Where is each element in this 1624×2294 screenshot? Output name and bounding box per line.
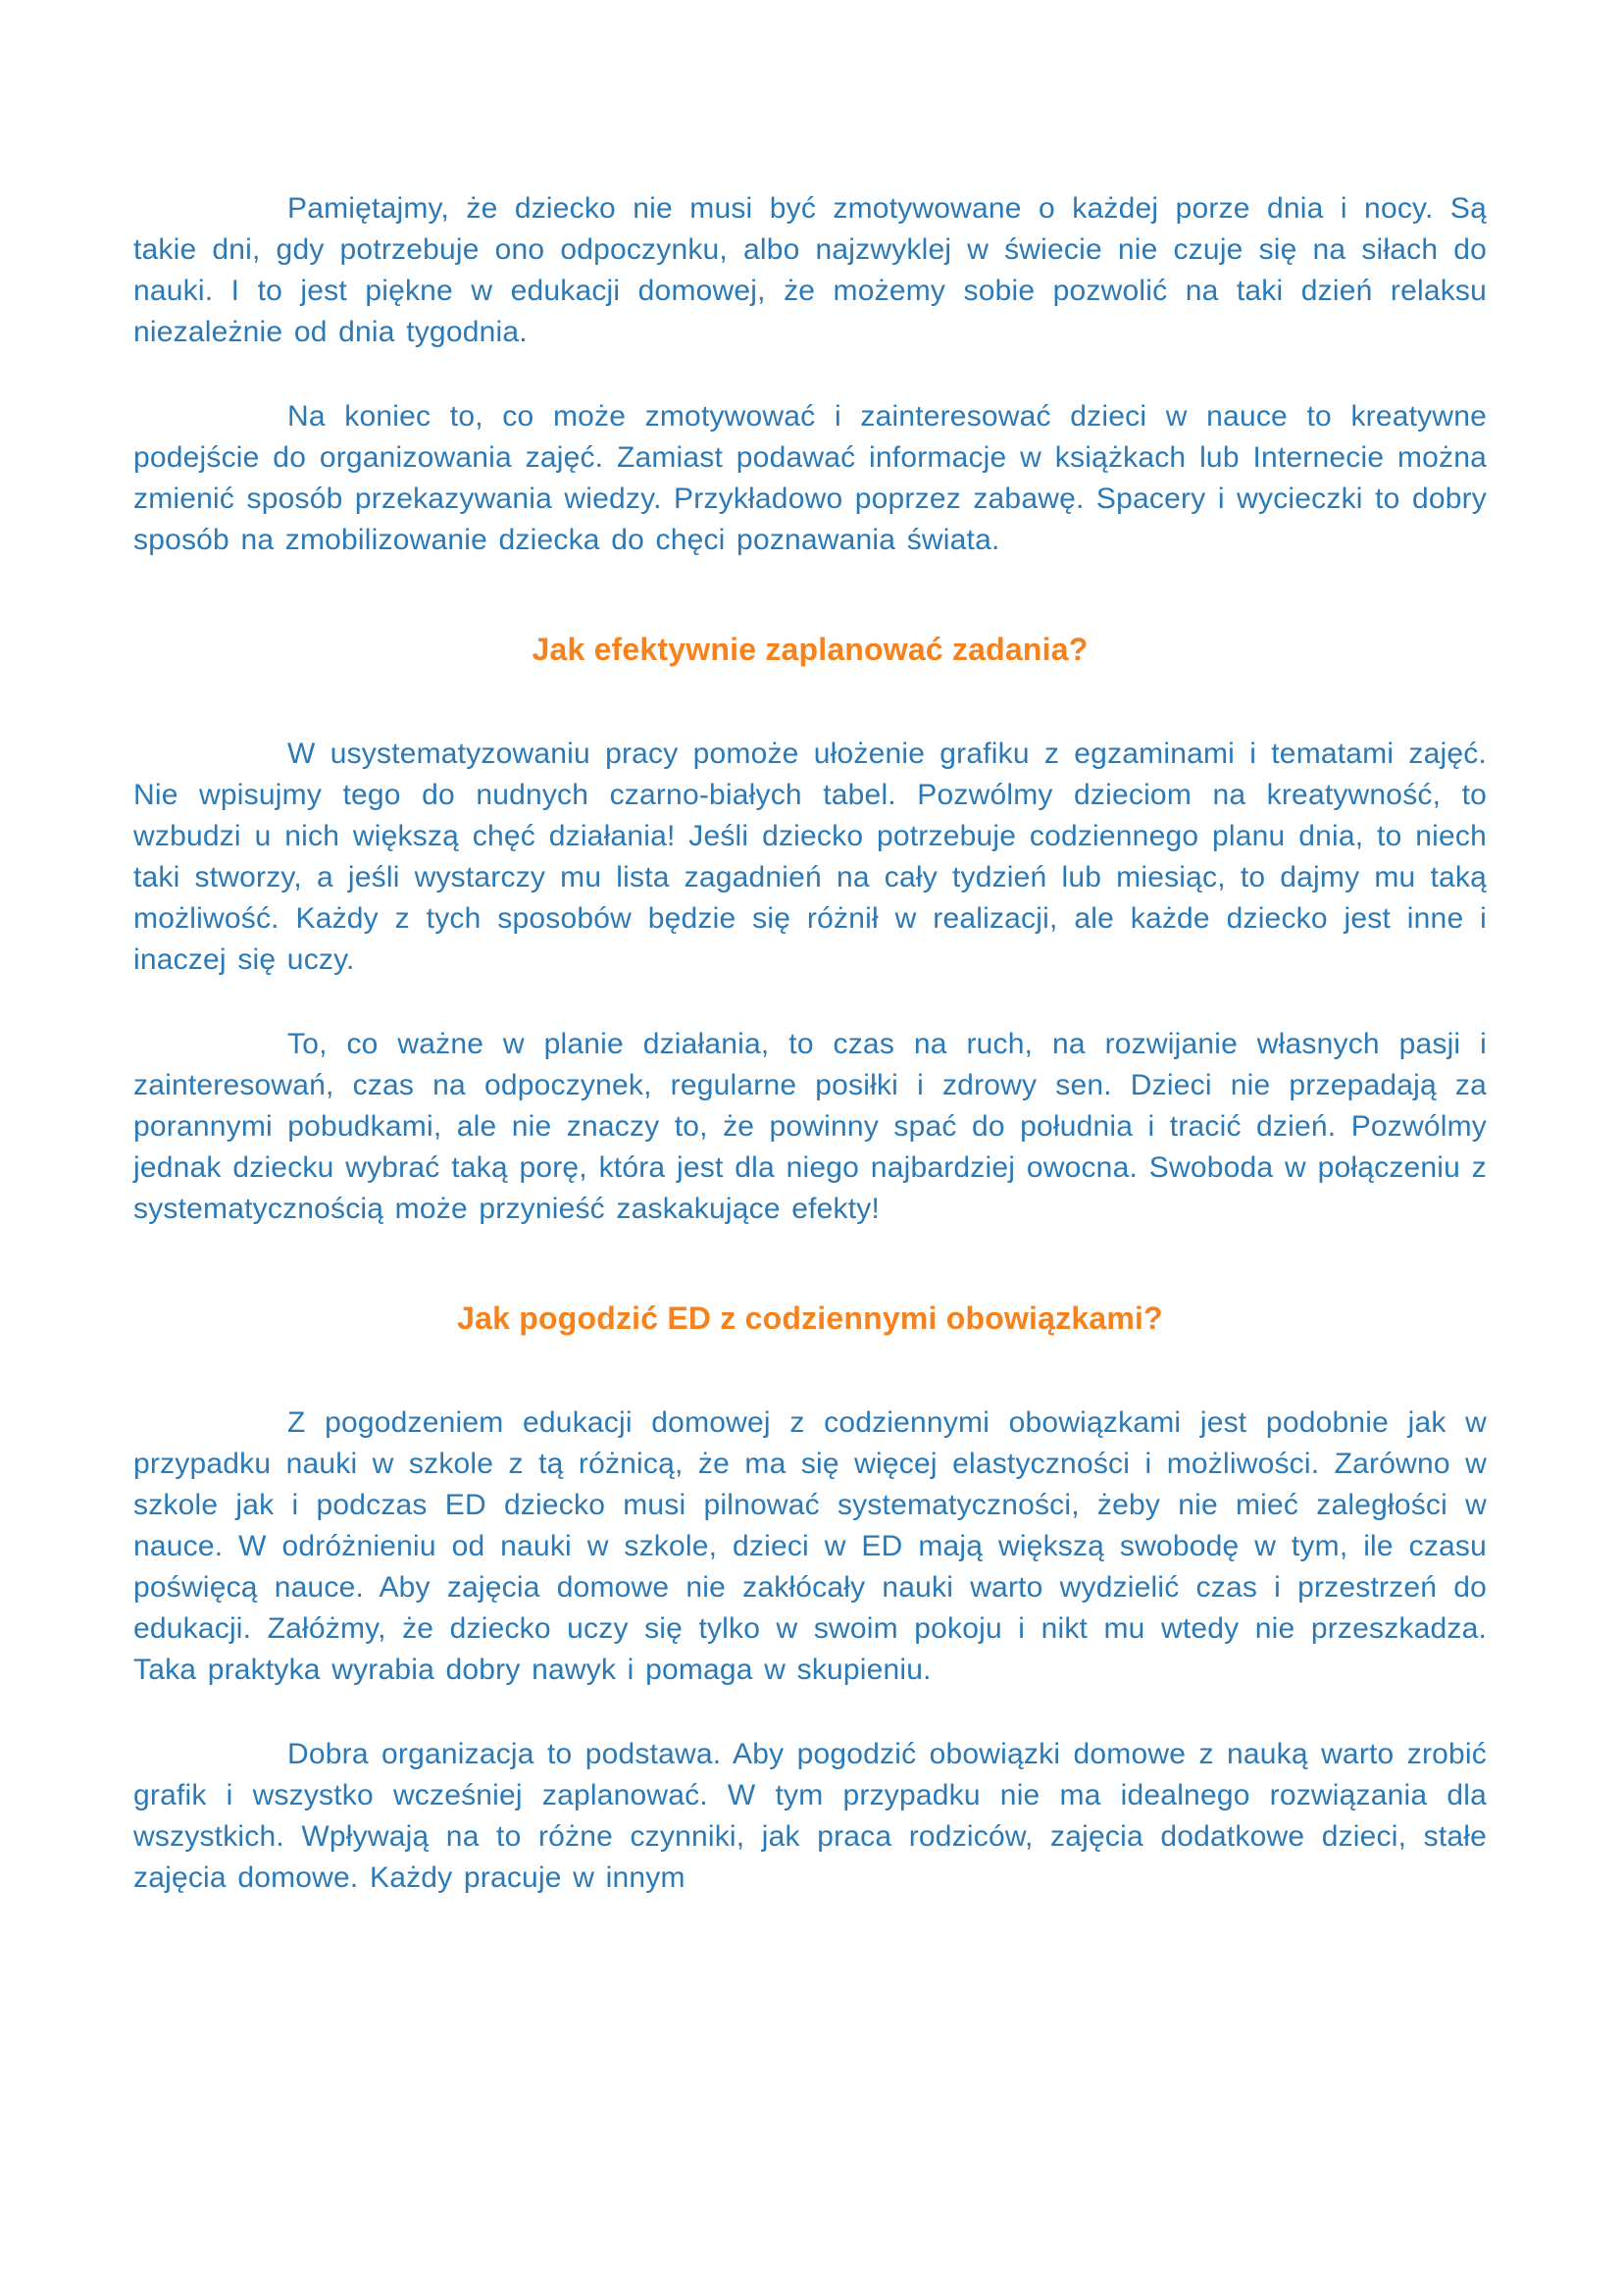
paragraph-creative-approach: Na koniec to, co może zmotywować i zainteresować dzieci w nauce to kreatywne podejście do organizowania zajęć. Zamiast podawać informacje w książkach lub Internecie można zmienić sposób przekazywania wiedzy. Przykładowo poprzez zabawę. Spacery i wycieczki to dobry sposób na zmobilizowanie dziecka do chęci poznawania świata. xyxy=(133,400,1487,556)
section-heading-ed-duties: Jak pogodzić ED z codziennymi obowiązkami? xyxy=(457,1300,1163,1336)
paragraph-good-organization: Dobra organizacja to podstawa. Aby pogodzić obowiązki domowe z nauką warto zrobić grafik i wszystko wcześniej zaplanować. W tym przypadku nie ma idealnego rozwiązania dla wszystkich. Wpływają na to różne czynniki, jak praca rodziców, zajęcia dodatkowe dzieci, stałe zajęcia domowe. Każdy pracuje w innym xyxy=(133,1738,1487,1894)
paragraph-schedule-creation: W usystematyzowaniu pracy pomoże ułożenie grafiku z egzaminami i tematami zajęć. Nie wpisujmy tego do nudnych czarno-białych tabel. Pozwólmy dzieciom na kreatywność, to wzbudzi u nich większą chęć działania! Jeśli dziecko potrzebuje codziennego planu dnia, to niech taki stworzy, a jeśli wystarczy mu lista zagadnień na cały tydzień lub miesiąc, to dajmy mu taką możliwość. Każdy z tych sposobów będzie się różnił w realizacji, ale każde dziecko jest inne i inaczej się uczy. xyxy=(133,738,1487,976)
paragraph-ed-vs-school: Z pogodzeniem edukacji domowej z codziennymi obowiązkami jest podobnie jak w przypadku nauki w szkole z tą różnicą, że ma się więcej elastyczności i możliwości. Zarówno w szkole jak i podczas ED dziecko musi pilnować systematyczności, żeby nie mieć zaległości w nauce. W odróżnieniu od nauki w szkole, dzieci w ED mają większą swobodę w tym, ile czasu poświęcą nauce. Aby zajęcia domowe nie zakłócały nauki warto wydzielić czas i przestrzeń do edukacji. Załóżmy, że dziecko uczy się tylko w swoim pokoju i nikt mu wtedy nie przeszkadza. Taka praktyka wyrabia dobry nawyk i pomaga w skupieniu. xyxy=(133,1406,1487,1686)
paragraph-motivation-rest: Pamiętajmy, że dziecko nie musi być zmotywowane o każdej porze dnia i nocy. Są takie dni, gdy potrzebuje ono odpoczynku, albo najzwyklej w świecie nie czuje się na siłach do nauki. I to jest piękne w edukacji domowej, że możemy sobie pozwolić na taki dzień relaksu niezależnie od dnia tygodnia. xyxy=(133,192,1487,348)
section-heading-task-planning: Jak efektywnie zaplanować zadania? xyxy=(532,632,1089,667)
paragraph-daily-plan-balance: To, co ważne w planie działania, to czas na ruch, na rozwijanie własnych pasji i zainteresowań, czas na odpoczynek, regularne posiłki i zdrowy sen. Dzieci nie przepadają za porannymi pobudkami, ale nie znaczy to, że powinny spać do południa i tracić dzień. Pozwólmy jednak dziecku wybrać taką porę, która jest dla niego najbardziej owocna. Swoboda w połączeniu z systematycznością może przynieść zaskakujące efekty! xyxy=(133,1028,1487,1225)
